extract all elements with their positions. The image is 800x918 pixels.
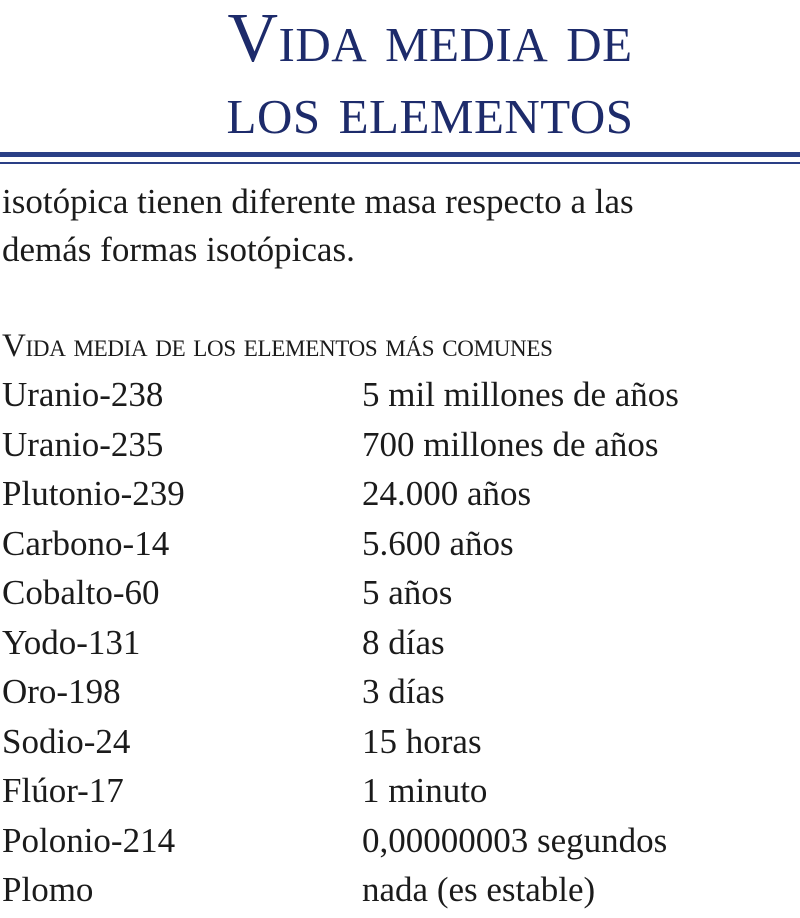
intro-line-1: isotópica tienen diferente masa respecto a las bbox=[2, 182, 634, 221]
page-title-line-1: Vida media de bbox=[227, 0, 633, 77]
half-life-table bbox=[2, 370, 792, 915]
element-name: Carbono-14 bbox=[2, 523, 170, 563]
element-name: Cobalto-60 bbox=[2, 573, 160, 612]
half-life-value: 24.000 años bbox=[362, 474, 532, 513]
intro-paragraph bbox=[2, 178, 792, 274]
element-name: Uranio-235 bbox=[2, 424, 164, 464]
table-row bbox=[2, 469, 792, 519]
page-title-line-2: los elementos bbox=[226, 72, 634, 149]
table-row bbox=[2, 717, 792, 767]
table-row bbox=[2, 618, 792, 668]
half-life-value: 5 mil millones de años bbox=[362, 375, 679, 414]
element-name: Sodio-24 bbox=[2, 721, 131, 761]
table-row bbox=[2, 420, 792, 470]
table-row bbox=[2, 667, 792, 717]
title-rule-thick bbox=[0, 152, 800, 157]
table-row bbox=[2, 568, 792, 618]
half-life-value: 8 días bbox=[362, 622, 445, 662]
table-row bbox=[2, 766, 792, 816]
table-heading: Vida media de los elementos más comunes bbox=[2, 328, 553, 364]
element-name: Flúor-17 bbox=[2, 771, 124, 810]
half-life-value: 5 años bbox=[362, 573, 453, 612]
element-name: Plomo bbox=[2, 870, 94, 909]
half-life-value: 1 minuto bbox=[362, 771, 488, 810]
half-life-value: 700 millones de años bbox=[362, 424, 659, 464]
element-name: Polonio-214 bbox=[2, 820, 176, 860]
half-life-value: nada (es estable) bbox=[362, 870, 596, 909]
element-name: Oro-198 bbox=[2, 672, 121, 711]
half-life-value: 0,00000003 segundos bbox=[362, 820, 668, 860]
half-life-value: 15 horas bbox=[362, 721, 482, 761]
element-name: Uranio-238 bbox=[2, 375, 164, 414]
title-block bbox=[0, 0, 800, 150]
table-row bbox=[2, 370, 792, 420]
title-rule-thin bbox=[0, 162, 800, 164]
table-row bbox=[2, 519, 792, 569]
half-life-value: 5.600 años bbox=[362, 523, 514, 563]
element-name: Yodo-131 bbox=[2, 622, 141, 662]
intro-line-2: demás formas isotópicas. bbox=[2, 230, 355, 269]
half-life-value: 3 días bbox=[362, 672, 445, 711]
table-row bbox=[2, 816, 792, 866]
table-row bbox=[2, 865, 792, 915]
element-name: Plutonio-239 bbox=[2, 474, 185, 513]
